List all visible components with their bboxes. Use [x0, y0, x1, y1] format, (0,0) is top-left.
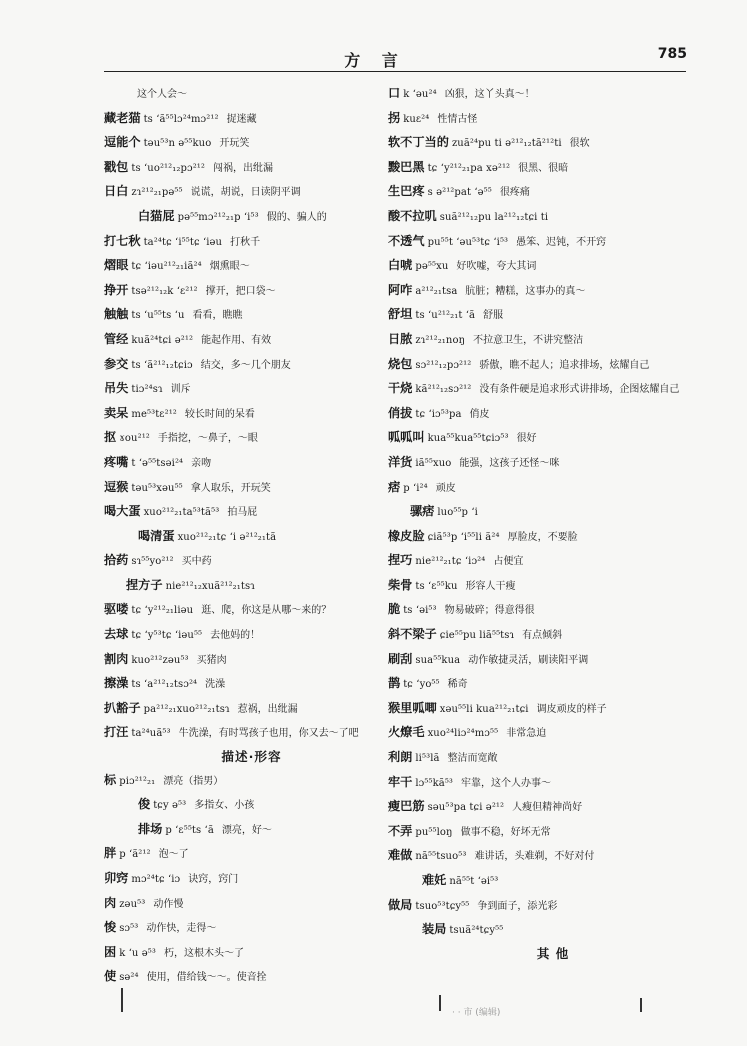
entry-definition: 愚笨、迟钝，不开窍 — [516, 236, 607, 248]
entry-pronunciation: xəu⁵⁵li kua²¹²₂₁tɕi — [439, 703, 529, 715]
entry-definition: 不拉意卫生，不讲究整洁 — [473, 334, 584, 346]
entry-definition: 泡～了 — [158, 849, 189, 861]
entry-pronunciation: xuo²⁴liɔ²⁴mɔ⁵⁵ — [427, 728, 499, 740]
entry-headword: 装局 — [422, 922, 447, 937]
entry-pronunciation: zɿ²¹²₂₁pə⁵⁵ — [131, 187, 183, 199]
entry-headword: 管经 — [104, 331, 129, 346]
entry-headword: 排场 — [138, 821, 163, 836]
dictionary-entry — [388, 158, 698, 178]
entry-headword: 卖呆 — [104, 405, 129, 420]
dictionary-entry — [388, 133, 698, 153]
entry-headword: 熠眼 — [104, 258, 129, 273]
entry-headword: 藏老猫 — [104, 110, 141, 125]
dictionary-entry — [388, 404, 698, 424]
entry-pronunciation: ta²⁴tɕ ʻi⁵⁵tɕ ʻiəu — [143, 236, 223, 248]
entry-pronunciation: sɔ²¹²₁₂pɔ²¹² — [415, 359, 472, 371]
entry-pronunciation: me⁵³tɛ²¹² — [131, 408, 177, 420]
entry-pronunciation: kã²¹²₁₂sɔ²¹² — [415, 384, 472, 396]
entry-headword: 骡痞 — [410, 504, 435, 519]
entry-definition: 舒服 — [483, 310, 504, 322]
entry-definition: 能强，这孩子还怪～咪 — [459, 457, 560, 469]
entry-headword: 火燎毛 — [388, 725, 425, 740]
entry-pronunciation: s ə²¹²pat ʻə⁵⁵ — [427, 187, 492, 199]
entry-pronunciation: nie²¹²₁₂xuã²¹²₂₁tsɿ — [165, 580, 255, 592]
entry-headword: 瘦巴筋 — [388, 799, 425, 814]
dictionary-entry — [104, 795, 379, 815]
entry-headword: 日脓 — [388, 331, 413, 346]
entry-definition: 争到面子，添光彩 — [477, 900, 558, 912]
entry-pronunciation: kuo²¹²zəu⁵³ — [131, 654, 189, 666]
entry-definition: 买中药 — [181, 556, 212, 568]
dictionary-entry — [388, 232, 698, 252]
entry-headword: 猴里呱唧 — [388, 700, 437, 715]
entry-pronunciation: p ʻã²¹² — [119, 849, 151, 861]
entry-pronunciation: pa²¹²₂₁xuo²¹²₂₁tsɿ — [143, 703, 230, 715]
entry-pronunciation: k ʻu ə⁵³ — [119, 947, 156, 959]
entry-headword: 黢巴黑 — [388, 159, 425, 174]
entry-headword: 疼嘴 — [104, 454, 129, 469]
entry-pronunciation: sua⁵⁵kua — [415, 654, 461, 666]
entry-headword: 洋货 — [388, 454, 413, 469]
entry-definition: 较长时间的呆看 — [184, 408, 255, 420]
dictionary-entry — [388, 551, 698, 571]
entry-definition: 很黑、很暗 — [518, 162, 569, 174]
entry-pronunciation: tɕy ə⁵³ — [153, 800, 187, 812]
entry-headword: 卯窍 — [104, 871, 129, 885]
entry-definition: 训斥 — [170, 384, 191, 396]
dictionary-entry — [104, 576, 379, 596]
entry-definition: 调皮顽皮的样子 — [536, 703, 607, 715]
entry-definition: 物易破碎；得意得很 — [444, 605, 535, 617]
entry-pronunciation: ts ʻã⁵⁵lɔ²⁴mɔ²¹² — [143, 113, 219, 125]
dictionary-entry — [104, 109, 379, 129]
entry-headword: 口 — [388, 86, 401, 100]
dictionary-entry — [388, 896, 698, 916]
dictionary-entry — [388, 84, 698, 104]
dictionary-entry — [388, 773, 698, 793]
section-heading: 描述·形容 — [221, 749, 282, 765]
entry-definition: 牛洗澡，有时骂孩子也用，你又去～了吧 — [178, 728, 359, 740]
entry-definition: 厚脸皮，不要脸 — [507, 531, 578, 543]
entry-pronunciation: mɔ²⁴tɕ ʻiɔ — [131, 874, 181, 885]
entry-headword: 捏巧 — [388, 553, 413, 568]
dictionary-entry — [388, 478, 698, 498]
entry-definition: 捉迷藏 — [226, 113, 257, 125]
entry-headword: 胖 — [104, 846, 117, 861]
entry-definition: 很好 — [516, 433, 537, 445]
dictionary-entry — [388, 428, 698, 448]
entry-pronunciation: tɕ ʻy²¹²₂₁pa xə²¹² — [427, 162, 511, 174]
entry-pronunciation: sɔ⁵³ — [119, 923, 139, 935]
dictionary-entry — [388, 871, 698, 891]
entry-definition: 做事不稳，好坏无常 — [460, 826, 551, 838]
entry-headword: 白唬 — [388, 258, 413, 273]
dictionary-entry — [104, 281, 379, 301]
entry-pronunciation: pu⁵⁵t ʻəu⁵³tɕ ʻi⁵³ — [427, 236, 509, 248]
entry-headword: 烧包 — [388, 356, 413, 371]
dictionary-entry — [104, 943, 379, 963]
entry-pronunciation: tsuo⁵³tɕy⁵⁵ — [415, 900, 470, 912]
dictionary-entry — [104, 355, 379, 375]
entry-pronunciation: kuɛ²⁴ — [403, 113, 430, 125]
entry-headword: 软不丁当的 — [388, 135, 449, 150]
entry-pronunciation: ts ʻa²¹²₁₂tsɔ²⁴ — [131, 679, 198, 691]
entry-pronunciation: a²¹²₂₁tsa — [415, 285, 458, 297]
entry-headword: 斜不梁子 — [388, 627, 437, 642]
dictionary-entry — [104, 404, 379, 424]
entry-headword: 柴骨 — [388, 577, 413, 592]
dictionary-entry — [104, 918, 379, 938]
dictionary-entry — [104, 844, 379, 864]
entry-pronunciation: xuo²¹²₂₁tɕ ʻi ə²¹²₂₁tã — [177, 531, 277, 543]
entry-definition: 很软 — [569, 138, 590, 150]
entry-pronunciation: səu⁵³pa tɕi ə²¹² — [427, 802, 505, 814]
entry-pronunciation: tiɔ²⁴sɿ — [131, 384, 163, 396]
dictionary-entry — [388, 699, 698, 719]
dictionary-entry — [104, 771, 379, 791]
entry-headword: 喝清蛋 — [138, 528, 175, 543]
entry-headword: 困 — [104, 944, 117, 959]
entry-headword: 打汪 — [104, 725, 129, 740]
dictionary-entry — [104, 256, 379, 276]
entry-pronunciation: ts ʻu⁵⁵ts ʻu — [131, 310, 185, 322]
entry-headword: 干烧 — [388, 381, 413, 396]
entry-definition: 有点倾斜 — [522, 630, 563, 642]
dictionary-entry — [104, 158, 379, 178]
entry-pronunciation: pu⁵⁵loŋ — [415, 826, 453, 838]
entry-headword: 酸不拉叽 — [388, 208, 437, 223]
entry-pronunciation: ts ʻã²¹²₁₂tɕiɔ — [131, 359, 193, 371]
dictionary-entry — [104, 967, 379, 987]
dictionary-entry — [104, 674, 379, 694]
entry-definition: 漂亮，好～ — [221, 824, 272, 836]
entry-pronunciation: ts ʻɛ⁵⁵ku — [415, 580, 458, 592]
entry-headword: 不透气 — [388, 233, 425, 248]
entry-definition: 逛、爬，你这是从哪～来的？ — [201, 605, 332, 617]
entry-headword: 擦澡 — [104, 676, 129, 691]
dictionary-entry — [104, 600, 379, 620]
header-rule — [104, 71, 686, 72]
entry-definition: 漂亮（指男） — [163, 775, 224, 787]
entry-headword: 利朗 — [388, 750, 413, 765]
entry-pronunciation: pə⁵⁵mɔ²¹²₂₁p ʻi⁵³ — [177, 211, 259, 223]
dictionary-entry — [104, 232, 379, 252]
entry-pronunciation: piɔ²¹²₂₁ — [119, 775, 156, 787]
dictionary-entry — [388, 330, 698, 350]
entry-definition: 没有条件硬是追求形式讲排场，企图炫耀自己 — [479, 384, 680, 396]
entry-pronunciation: zəu⁵³ — [119, 898, 146, 910]
dictionary-entry — [104, 182, 379, 202]
entry-definition: 牢靠，这个人办事～ — [461, 777, 552, 789]
page-number: 785 — [657, 46, 687, 62]
entry-pronunciation: li⁵³lã — [415, 753, 440, 765]
dictionary-entry — [104, 133, 379, 153]
entry-pronunciation: k ʻəu²⁴ — [403, 89, 437, 100]
entry-headword: 脆 — [388, 602, 401, 617]
entry-definition: 结交，多～几个朋友 — [200, 359, 291, 371]
entry-headword: 做局 — [388, 897, 413, 912]
entry-pronunciation: xuo²¹²₂₁ta⁵³tã⁵³ — [143, 507, 220, 519]
entry-definition: 整洁而宽敞 — [447, 753, 498, 765]
entry-definition: 烟熏眼～ — [209, 261, 250, 273]
entry-pronunciation: suã²¹²₁₂pu la²¹²₁₂tɕi ti — [439, 211, 549, 223]
entry-headword: 去球 — [104, 627, 129, 642]
dictionary-entry — [388, 822, 698, 842]
dictionary-entry — [104, 379, 379, 399]
entry-definition: 骄傲，瞧不起人；追求排场，炫耀自己 — [479, 359, 650, 371]
entry-headword: 拐 — [388, 110, 401, 125]
entry-definition: 难讲话，头难剃，不好对付 — [474, 851, 595, 863]
entry-definition: 性情古怪 — [437, 113, 478, 125]
entry-pronunciation: nie²¹²₂₁tɕ ʻiɔ²⁴ — [415, 556, 486, 568]
entry-headword: 逗猴 — [104, 479, 129, 494]
page-title: 方 言 — [344, 51, 406, 70]
entry-pronunciation: tɕ ʻy⁵³tɕ ʻiəu⁵⁵ — [131, 630, 203, 642]
entry-headword: 舒坦 — [388, 307, 413, 322]
entry-definition: 使用，借给钱～～。使音拴 — [146, 972, 267, 984]
dictionary-entry — [104, 84, 379, 104]
entry-definition: 动作快，走得～ — [146, 923, 217, 935]
dictionary-entry — [388, 453, 698, 473]
dictionary-entry — [388, 182, 698, 202]
entry-headword: 呱呱叫 — [388, 430, 425, 445]
footer-text: · · 市 (编辑) — [452, 1008, 501, 1018]
entry-pronunciation: təu⁵³xəu⁵⁵ — [131, 482, 183, 494]
entry-headword: 刷刮 — [388, 651, 413, 666]
dictionary-entry — [104, 625, 379, 645]
entry-headword: 扒豁子 — [104, 700, 141, 715]
entry-headword: 牢干 — [388, 774, 413, 789]
entry-pronunciation: kuã²⁴tɕi ə²¹² — [131, 334, 194, 346]
entry-headword: 标 — [104, 772, 117, 787]
entry-definition: 手指挖，～鼻子，～眼 — [157, 433, 258, 445]
entry-pronunciation: ɤou²¹² — [119, 433, 150, 445]
entry-headword: 肉 — [104, 895, 117, 910]
entry-definition: 看看，瞧瞧 — [192, 310, 243, 322]
dictionary-entry — [388, 109, 698, 129]
entry-headword: 戳包 — [104, 159, 129, 174]
crop-mark-left — [121, 988, 123, 1012]
entry-definition: 顽皮 — [435, 482, 456, 494]
entry-headword: 参交 — [104, 356, 129, 371]
dictionary-entry — [104, 330, 379, 350]
entry-pronunciation: tɕ ʻyo⁵⁵ — [403, 679, 440, 691]
entry-definition: 人瘦但精神尚好 — [512, 802, 583, 814]
entry-pronunciation: iã⁵⁵xuo — [415, 457, 452, 469]
dictionary-entry — [104, 207, 379, 227]
entry-pronunciation: ta²⁴uã⁵³ — [131, 728, 171, 740]
entry-definition: 非常急迫 — [506, 728, 547, 740]
entry-pronunciation: p ʻi²⁴ — [403, 482, 428, 494]
entry-pronunciation: ts ʻuo²¹²₁₂pɔ²¹² — [131, 162, 206, 174]
entry-headword: 喝大蛋 — [104, 504, 141, 519]
entry-headword: 白猫屁 — [138, 208, 175, 223]
entry-headword: 捏方子 — [126, 577, 163, 592]
entry-pronunciation: sɿ⁵⁵yo²¹² — [131, 556, 174, 568]
entry-pronunciation: tɕ ʻiɔ⁵³pa — [415, 408, 462, 420]
dictionary-entry — [388, 600, 698, 620]
entry-pronunciation: təu⁵³n ə⁵⁵kuo — [143, 138, 212, 150]
dictionary-entry — [388, 502, 698, 522]
entry-headword: 阿咋 — [388, 282, 413, 297]
crop-mark-right — [640, 998, 642, 1012]
entry-definition: 很疼痛 — [499, 187, 530, 199]
entry-definition: 假的、骗人的 — [266, 211, 327, 223]
entry-headword: 生巴疼 — [388, 184, 425, 199]
entry-definition: 买猪肉 — [196, 654, 227, 666]
entry-definition: 打秋千 — [230, 236, 261, 248]
entry-definition: 稀奇 — [447, 679, 468, 691]
dictionary-entry — [104, 869, 379, 889]
section-heading: 其 他 — [536, 945, 570, 961]
entry-definition: 诀窍，窍门 — [188, 874, 239, 885]
dictionary-entry — [388, 650, 698, 670]
entry-headword: 吊失 — [104, 381, 129, 396]
crop-mark-middle — [439, 995, 441, 1011]
entry-definition: 好吹嘘，夸大其词 — [456, 261, 537, 273]
dictionary-entry — [388, 674, 698, 694]
entry-pronunciation: nã⁵⁵tsuo⁵³ — [415, 851, 467, 863]
dictionary-entry — [104, 502, 379, 522]
right-column — [388, 84, 698, 967]
entry-headword: 打七秋 — [104, 233, 141, 248]
entry-pronunciation: kua⁵⁵kua⁵⁵tɕiɔ⁵³ — [427, 433, 509, 445]
dictionary-entry — [388, 305, 698, 325]
entry-definition: 闯祸，出纰漏 — [213, 162, 274, 174]
entry-definition: 开玩笑 — [219, 138, 250, 150]
entry-headword: 挣开 — [104, 282, 129, 297]
entry-headword: 不弄 — [388, 823, 413, 838]
entry-definition: 拍马屁 — [227, 507, 258, 519]
entry-pronunciation: ɕie⁵⁵pu liã⁵⁵tsɿ — [439, 630, 515, 642]
entry-headword: 难做 — [388, 848, 413, 863]
entry-definition: 动作慢 — [153, 898, 184, 910]
dictionary-entry — [104, 453, 379, 473]
entry-pronunciation: ɕiã⁵³p ʻi⁵⁵li ã²⁴ — [427, 531, 500, 543]
entry-definition: 占便宜 — [493, 556, 524, 568]
dictionary-entry — [388, 281, 698, 301]
entry-definition: 拿人取乐，开玩笑 — [190, 482, 271, 494]
dictionary-entry — [388, 207, 698, 227]
entry-headword: 使 — [104, 969, 117, 984]
dictionary-entry — [388, 355, 698, 375]
entry-pronunciation: p ʻɛ⁵⁵ts ʻã — [165, 824, 214, 836]
dictionary-entry — [104, 820, 379, 840]
dictionary-entry — [388, 748, 698, 768]
dictionary-entry — [388, 797, 698, 817]
entry-pronunciation: nã⁵⁵t ʻəi⁵³ — [449, 876, 499, 887]
entry-pronunciation: pə⁵⁵xu — [415, 261, 449, 273]
dictionary-entry — [388, 379, 698, 399]
entry-definition: 惹祸，出纰漏 — [237, 703, 298, 715]
dictionary-entry — [104, 699, 379, 719]
dictionary-entry — [104, 478, 379, 498]
entry-pronunciation: lɔ⁵⁵kã⁵³ — [415, 777, 454, 789]
entry-definition: 形容人干瘦 — [465, 580, 516, 592]
entry-definition: 亲吻 — [191, 457, 212, 469]
dictionary-entry — [104, 894, 379, 914]
entry-pronunciation: tsuã²⁴tɕy⁵⁵ — [449, 925, 504, 937]
entry-definition: 动作敏捷灵活，刷读阳平调 — [468, 654, 589, 666]
entry-headword: 俏拔 — [388, 405, 413, 420]
entry-definition: 朽，这根木头～了 — [163, 947, 244, 959]
dictionary-entry — [104, 305, 379, 325]
entry-headword: 悛 — [104, 920, 117, 935]
dictionary-entry — [104, 723, 379, 743]
entry-definition: 凶狠，这丫头真～！ — [444, 89, 535, 100]
entry-definition: 说谎，胡说，日读阴平调 — [190, 187, 301, 199]
entry-headword: 逗能个 — [104, 135, 141, 150]
left-column — [104, 84, 379, 992]
entry-pronunciation: t ʻə⁵⁵tsəi²⁴ — [131, 457, 184, 469]
entry-headword: 痞 — [388, 479, 401, 494]
dictionary-entry — [104, 551, 379, 571]
entry-definition: 肮脏；糟糕，这事办的真～ — [465, 285, 586, 297]
entry-definition: 多指女、小孩 — [194, 800, 255, 812]
entry-definition: 能起作用、有效 — [201, 334, 272, 346]
entry-pronunciation: luo⁵⁵p ʻi — [437, 507, 478, 519]
entry-definition: 撑开，把口袋～ — [205, 285, 276, 297]
dictionary-entry — [388, 920, 698, 940]
entry-headword: 触触 — [104, 307, 129, 322]
dictionary-entry — [388, 576, 698, 596]
entry-pronunciation: tsə²¹²₁₂k ʻɛ²¹² — [131, 285, 198, 297]
entry-headword: 橡皮脸 — [388, 528, 425, 543]
dictionary-entry — [388, 846, 698, 866]
entry-pronunciation: tɕ ʻy²¹²₂₁liəu — [131, 605, 194, 617]
entry-headword: 难奼 — [422, 873, 447, 887]
entry-pronunciation: zuã²⁴pu ti ə²¹²₁₂tã²¹²ti — [451, 138, 562, 150]
entry-definition: 俏皮 — [469, 408, 490, 420]
dictionary-entry — [104, 527, 379, 547]
entry-headword: 驱喽 — [104, 602, 129, 617]
dictionary-entry — [104, 428, 379, 448]
dictionary-entry — [104, 650, 379, 670]
dictionary-entry — [388, 527, 698, 547]
entry-headword: 日白 — [104, 184, 129, 199]
dictionary-entry — [388, 625, 698, 645]
entry-pronunciation: zɿ²¹²₂₁noŋ — [415, 334, 466, 346]
dictionary-entry — [388, 256, 698, 276]
entry-headword: 拾药 — [104, 553, 129, 568]
entry-pronunciation: ts ʻəi⁵³ — [403, 605, 437, 617]
entry-pronunciation: tɕ ʻiəu²¹²₂₁iã²⁴ — [131, 261, 202, 273]
entry-headword: 俊 — [138, 797, 151, 812]
entry-headword: 抠 — [104, 430, 117, 445]
entry-definition: 洗澡 — [205, 679, 226, 691]
entry-headword: 割肉 — [104, 651, 129, 666]
entry-pronunciation: sə²⁴ — [119, 972, 139, 984]
entry-definition: 去他妈的！ — [210, 630, 261, 642]
entry-definition: 这个人会～ — [137, 89, 187, 100]
dictionary-entry — [388, 723, 698, 743]
entry-headword: 鹊 — [388, 676, 401, 691]
entry-pronunciation: ts ʻu²¹²₂₁t ʻã — [415, 310, 476, 322]
